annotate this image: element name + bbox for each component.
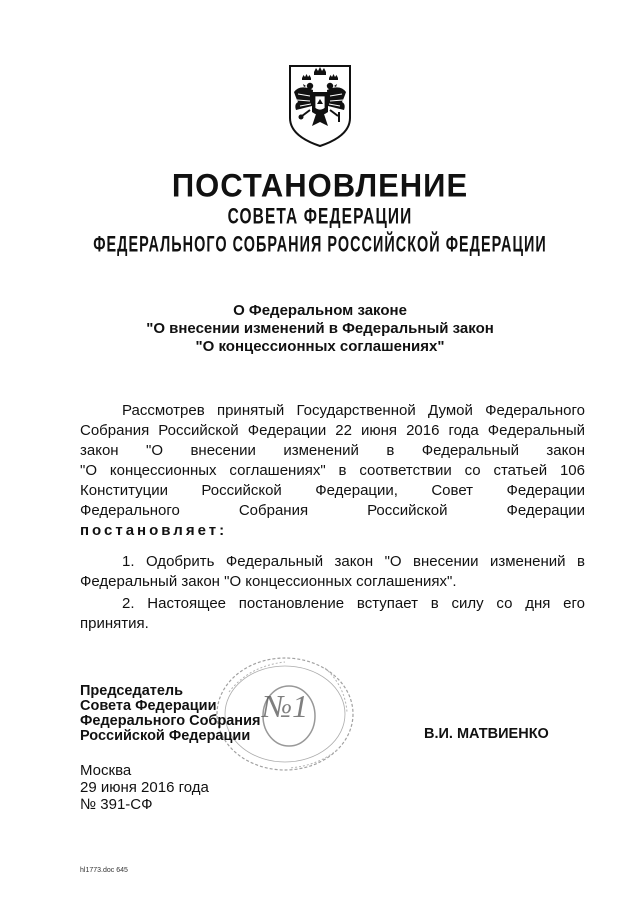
preamble-line: "О концессионных соглашениях" в соответствии со статьей 106: [80, 462, 585, 479]
document-title: ПОСТАНОВЛЕНИЕ: [171, 167, 469, 204]
signatory-name: В.И. МАТВИЕНКО: [424, 726, 549, 742]
subject-line-2: "О внесении изменений в Федеральный закон: [146, 320, 494, 337]
subject-line-1: О Федеральном законе: [233, 302, 407, 319]
coat-of-arms-icon: [286, 62, 354, 148]
decree-word: постановляет:: [80, 522, 228, 539]
document-number: № 391-СФ: [80, 796, 153, 813]
issuer-line-1: СОВЕТА ФЕДЕРАЦИИ: [227, 203, 413, 229]
city: Москва: [80, 762, 132, 779]
signatory-position-line: Российской Федерации: [80, 728, 251, 744]
preamble-line: закон "О внесении изменений в Федеральный закон: [80, 442, 585, 459]
signatory-position-line: Федерального Собрания: [80, 713, 261, 729]
preamble-line: Собрания Российской Федерации 22 июня 2016 года Федеральный: [80, 422, 585, 439]
issuer-line-2: ФЕДЕРАЛЬНОГО СОБРАНИЯ РОССИЙСКОЙ ФЕДЕРАЦИИ: [93, 231, 547, 257]
preamble-line: Конституции Российской Федерации, Совет Федерации: [80, 482, 585, 499]
preamble-line: Рассмотрев принятый Государственной Думой Федерального: [122, 402, 585, 419]
preamble-line: Федерального Собрания Российской Федерации: [80, 502, 585, 519]
signatory-position-line: Председатель: [80, 683, 184, 699]
document-date: 29 июня 2016 года: [80, 779, 209, 796]
file-code: hl1773.doc 645: [80, 867, 128, 874]
stamp-number: №1: [262, 688, 309, 724]
item-1-line: Федеральный закон "О концессионных соглашениях".: [80, 573, 457, 590]
item-1-line: 1. Одобрить Федеральный закон "О внесении изменений в: [122, 553, 585, 570]
item-2-line: принятия.: [80, 615, 149, 632]
subject-line-3: "О концессионных соглашениях": [195, 338, 445, 355]
signatory-position-line: Совета Федерации: [80, 698, 217, 714]
item-2-line: 2. Настоящее постановление вступает в силу со дня его: [122, 595, 585, 612]
